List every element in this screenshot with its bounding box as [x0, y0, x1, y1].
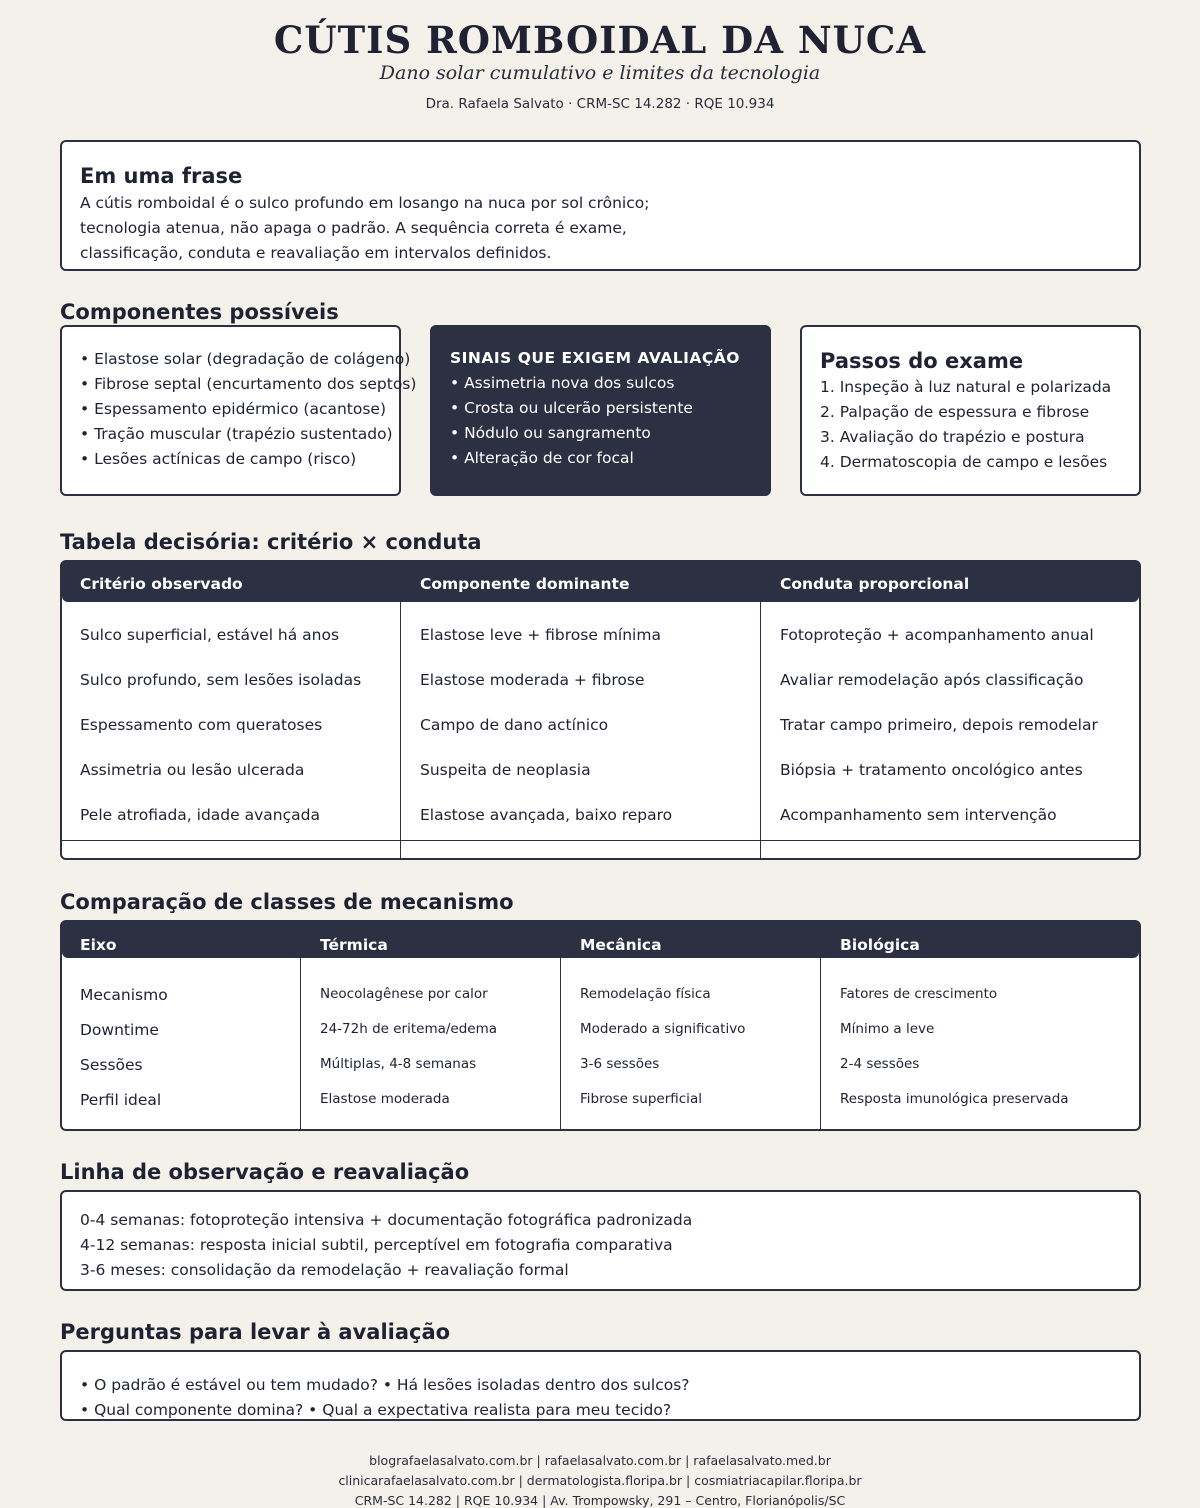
exam-step-item: 2. Palpação de espessura e fibrose — [820, 403, 1090, 421]
footer-line: clinicarafaelasalvato.com.br | dermatologista.floripa.br | cosmiatriacapilar.floripa.br — [338, 1473, 862, 1488]
warning-signs-heading: SINAIS QUE EXIGEM AVALIAÇÃO — [450, 349, 740, 367]
timeline-line: 3-6 meses: consolidação da remodelação + reavaliação formal — [80, 1261, 569, 1279]
table-cell: Sessões — [80, 1056, 143, 1074]
question-line: • O padrão é estável ou tem mudado? • Há lesões isoladas dentro dos sulcos? — [80, 1376, 690, 1394]
mechanism-table-heading: Comparação de classes de mecanismo — [60, 890, 514, 914]
table-cell: Resposta imunológica preservada — [840, 1091, 1069, 1107]
summary-line: A cútis romboidal é o sulco profundo em losango na nuca por sol crônico; — [80, 194, 650, 212]
table-cell: Tratar campo primeiro, depois remodelar — [780, 716, 1098, 734]
table-cell: Biópsia + tratamento oncológico antes — [780, 761, 1083, 779]
column-header: Conduta proporcional — [780, 575, 970, 593]
table-cell: Espessamento com queratoses — [80, 716, 323, 734]
summary-line: tecnologia atenua, não apaga o padrão. A sequência correta é exame, — [80, 219, 627, 237]
table-cell: Avaliar remodelação após classificação — [780, 671, 1084, 689]
table-header-row — [62, 562, 1139, 602]
components-card — [60, 325, 417, 496]
timeline-heading: Linha de observação e reavaliação — [60, 1160, 470, 1184]
exam-steps-card — [800, 325, 1141, 496]
table-cell: Elastose avançada, baixo reparo — [420, 806, 673, 824]
component-item: • Fibrose septal (encurtamento dos septos) — [80, 372, 399, 397]
table-cell: Fotoproteção + acompanhamento anual — [780, 626, 1094, 644]
warning-signs-card — [430, 325, 771, 496]
table-cell: Múltiplas, 4-8 semanas — [320, 1056, 477, 1072]
questions-heading: Perguntas para levar à avaliação — [60, 1320, 451, 1344]
author-credentials: Dra. Rafaela Salvato · CRM-SC 14.282 · RQE 10.934 — [425, 96, 775, 112]
table-cell: Suspeita de neoplasia — [420, 761, 591, 779]
question-line: • Qual componente domina? • Qual a expectativa realista para meu tecido? — [80, 1401, 672, 1419]
table-cell: Acompanhamento sem intervenção — [780, 806, 1057, 824]
warning-sign-item: • Assimetria nova dos sulcos — [450, 371, 751, 396]
column-divider — [820, 958, 821, 1129]
table-cell: Elastose moderada + fibrose — [420, 671, 645, 689]
component-item: • Elastose solar (degradação de colágeno) — [80, 347, 399, 372]
warning-sign-item: • Nódulo ou sangramento — [450, 421, 751, 446]
table-cell: Sulco superficial, estável há anos — [80, 626, 340, 644]
table-cell: Mínimo a leve — [840, 1021, 935, 1037]
footer-line: CRM-SC 14.282 | RQE 10.934 | Av. Trompowsky, 291 – Centro, Florianópolis/SC — [354, 1493, 846, 1508]
component-item: • Lesões actínicas de campo (risco) — [80, 447, 399, 472]
exam-step-item: 1. Inspeção à luz natural e polarizada — [820, 378, 1112, 396]
decision-table-heading: Tabela decisória: critério × conduta — [60, 530, 482, 554]
table-cell: Elastose leve + fibrose mínima — [420, 626, 661, 644]
column-header: Critério observado — [80, 575, 243, 593]
decision-table — [60, 560, 1141, 860]
table-cell: Perfil ideal — [80, 1091, 162, 1109]
table-cell: Moderado a significativo — [580, 1021, 746, 1037]
column-header: Biológica — [840, 936, 920, 954]
exam-step-item: 3. Avaliação do trapézio e postura — [820, 428, 1085, 446]
table-header-row — [62, 922, 1139, 958]
mechanism-table — [60, 920, 1141, 1131]
timeline-line: 0-4 semanas: fotoproteção intensiva + documentação fotográfica padronizada — [80, 1211, 693, 1229]
table-cell: Remodelação física — [580, 986, 711, 1002]
column-header: Mecânica — [580, 936, 662, 954]
warning-sign-item: • Crosta ou ulcerão persistente — [450, 396, 751, 421]
column-divider — [400, 602, 401, 858]
table-cell: 3-6 sessões — [580, 1056, 660, 1072]
table-cell: Neocolagênese por calor — [320, 986, 488, 1002]
table-cell: Fibrose superficial — [580, 1091, 702, 1107]
timeline-line: 4-12 semanas: resposta inicial subtil, perceptível em fotografia comparativa — [80, 1236, 673, 1254]
table-cell: Downtime — [80, 1021, 159, 1039]
components-heading: Componentes possíveis — [60, 300, 339, 324]
warning-sign-item: • Alteração de cor focal — [450, 446, 751, 471]
column-header: Térmica — [320, 936, 388, 954]
table-cell: Assimetria ou lesão ulcerada — [80, 761, 305, 779]
table-cell: Sulco profundo, sem lesões isoladas — [80, 671, 362, 689]
table-cell: Elastose moderada — [320, 1091, 450, 1107]
row-divider — [62, 840, 1139, 841]
summary-heading: Em uma frase — [80, 164, 243, 188]
table-cell: Campo de dano actínico — [420, 716, 609, 734]
summary-box — [60, 140, 1141, 271]
page-subtitle: Dano solar cumulativo e limites da tecnologia — [379, 62, 821, 84]
table-cell: Fatores de crescimento — [840, 986, 998, 1002]
component-item: • Tração muscular (trapézio sustentado) — [80, 422, 399, 447]
questions-box — [60, 1350, 1141, 1421]
component-item: • Espessamento epidérmico (acantose) — [80, 397, 399, 422]
table-cell: 2-4 sessões — [840, 1056, 920, 1072]
footer-line: blografaelasalvato.com.br | rafaelasalvato.com.br | rafaelasalvato.med.br — [369, 1453, 831, 1468]
table-cell: Mecanismo — [80, 986, 168, 1004]
table-cell: Pele atrofiada, idade avançada — [80, 806, 320, 824]
column-divider — [300, 958, 301, 1129]
column-header: Componente dominante — [420, 575, 630, 593]
exam-step-item: 4. Dermatoscopia de campo e lesões — [820, 453, 1108, 471]
summary-line: classificação, conduta e reavaliação em intervalos definidos. — [80, 244, 552, 262]
column-header: Eixo — [80, 936, 117, 954]
timeline-box — [60, 1190, 1141, 1291]
exam-steps-heading: Passos do exame — [820, 349, 1024, 373]
column-divider — [760, 602, 761, 858]
page-title: CÚTIS ROMBOIDAL DA NUCA — [273, 18, 927, 62]
column-divider — [560, 958, 561, 1129]
table-cell: 24-72h de eritema/edema — [320, 1021, 498, 1037]
